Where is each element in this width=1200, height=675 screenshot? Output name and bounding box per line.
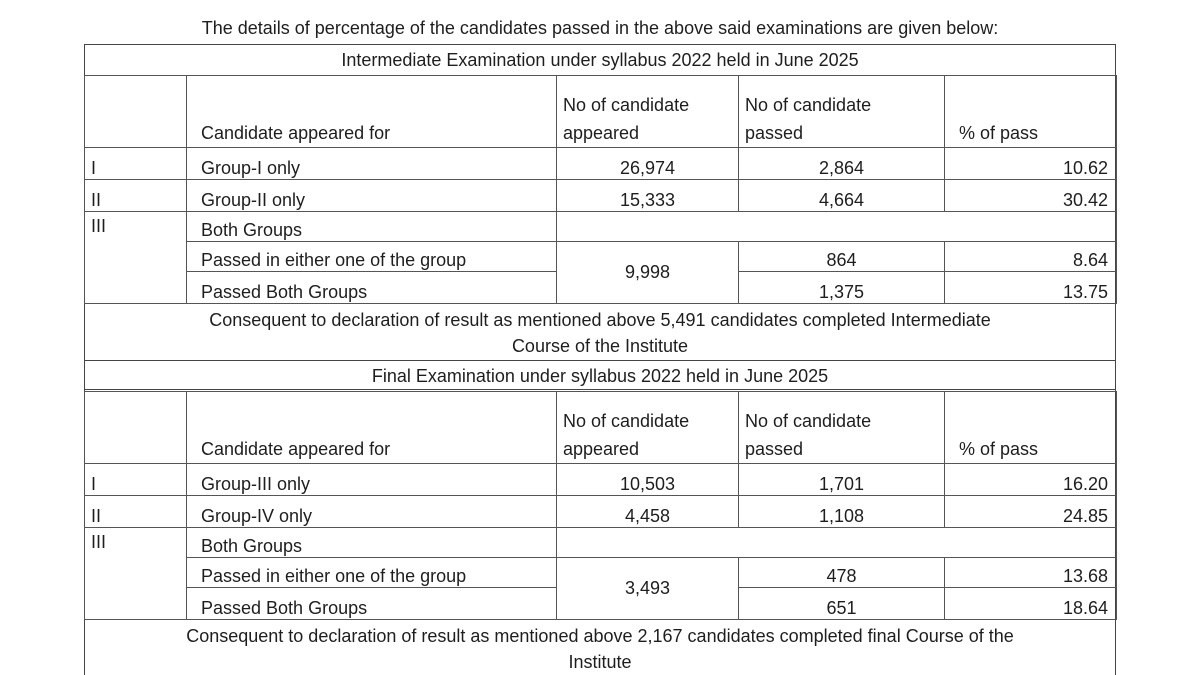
row-appeared: 10,503 [557,464,739,496]
row-roman: I [85,464,187,496]
header-appeared-line1: No of candidate [563,411,690,431]
row-appeared: 4,458 [557,496,739,528]
row-pct: 24.85 [945,496,1117,528]
row-passed: 4,664 [739,180,945,212]
header-passed [739,392,945,464]
table-row [85,148,1117,180]
table-row [85,242,1117,272]
header-appeared-line1: No of candidate [563,95,690,115]
row-roman: III [85,528,187,620]
intermediate-note [85,307,1115,359]
header-blank [85,76,187,148]
header-appeared [557,76,739,148]
final-note-line1: Consequent to declaration of result as mentioned above 2,167 candidates completed final Course of the [186,626,1014,646]
row-either-passed: 478 [739,558,945,588]
table-row [85,528,1117,558]
row-both-pct: 13.75 [945,272,1117,304]
row-pct: 30.42 [945,180,1117,212]
header-appeared-line2: appeared [563,439,640,459]
header-appeared [557,392,739,464]
row-passed: 1,701 [739,464,945,496]
table-row [85,464,1117,496]
final-note-line2: Institute [568,652,632,672]
row-blank [557,528,1117,558]
header-passed-line2: passed [745,123,804,143]
row-roman: III [85,212,187,304]
intro-text: The details of percentage of the candidates passed in the above said examinations are given below: [201,18,999,38]
row-roman: II [85,496,187,528]
header-pct: % of pass [945,76,1117,148]
row-blank [557,212,1117,242]
final-note [85,623,1115,675]
row-either-label: Passed in either one of the group [187,242,557,272]
row-either-passed: 864 [739,242,945,272]
intermediate-note-line1: Consequent to declaration of result as mentioned above 5,491 candidates completed Intermediate [209,310,991,330]
row-passed: 1,108 [739,496,945,528]
row-label: Group-IV only [187,496,557,528]
final-title: Final Examination under syllabus 2022 held in June 2025 [371,366,829,386]
row-roman: II [85,180,187,212]
row-label: Group-I only [187,148,557,180]
row-appeared: 26,974 [557,148,739,180]
final-table [84,391,1117,620]
row-both-appeared: 3,493 [557,558,739,620]
row-both-pct: 18.64 [945,588,1117,620]
row-pct: 16.20 [945,464,1117,496]
row-both-label: Passed Both Groups [187,272,557,304]
intermediate-table [84,75,1117,304]
header-appeared-for: Candidate appeared for [187,392,557,464]
header-pct: % of pass [945,392,1117,464]
row-label: Group-III only [187,464,557,496]
row-either-pct: 13.68 [945,558,1117,588]
final-section [84,360,1116,675]
header-passed [739,76,945,148]
row-both-label: Passed Both Groups [187,588,557,620]
header-blank [85,392,187,464]
row-either-label: Passed in either one of the group [187,558,557,588]
row-label: Group-II only [187,180,557,212]
intermediate-title: Intermediate Examination under syllabus 2022 held in June 2025 [341,50,859,70]
row-either-pct: 8.64 [945,242,1117,272]
row-roman: I [85,148,187,180]
row-both-passed: 651 [739,588,945,620]
table-row [85,180,1117,212]
row-passed: 2,864 [739,148,945,180]
row-appeared: 15,333 [557,180,739,212]
table-row [85,212,1117,242]
intermediate-section [84,44,1116,390]
header-appeared-for: Candidate appeared for [187,76,557,148]
header-appeared-line2: appeared [563,123,640,143]
row-both-passed: 1,375 [739,272,945,304]
header-passed-line1: No of candidate [745,95,872,115]
header-passed-line2: passed [745,439,804,459]
intermediate-note-line2: Course of the Institute [511,336,689,356]
row-both-appeared: 9,998 [557,242,739,304]
table-row [85,558,1117,588]
row-label: Both Groups [187,528,557,558]
row-pct: 10.62 [945,148,1117,180]
row-label: Both Groups [187,212,557,242]
table-row [85,496,1117,528]
header-passed-line1: No of candidate [745,411,872,431]
